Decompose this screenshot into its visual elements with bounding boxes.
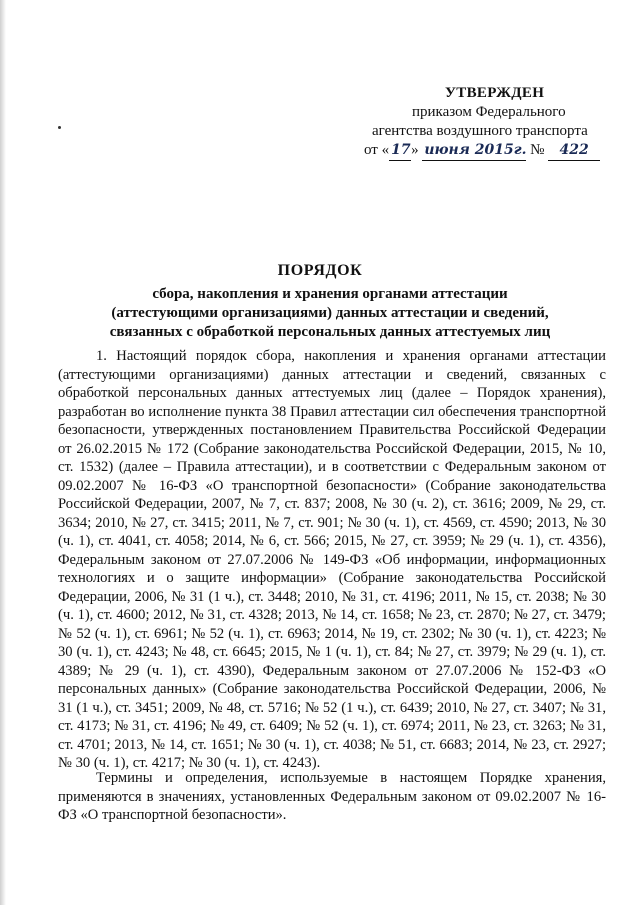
body-paragraph: 1. Настоящий порядок сбора, накопления и хранения органами аттестации (аттестующими организациями) данных аттестации и сведений, связанных с обработкой персональных данных аттестуемых лиц (далее – Порядок хранения), разработан во исполнение пункта 38 Правил аттестации сил обеспечения транспортной безопасности, утвержденных постановлением Правительства Российской Федерации от 26.02.2015 № 172 (Собрание законодательства Российской Федерации, 2015, № 10, ст. 1532) (далее – Правила аттестации), и в соответствии с Федеральным законом от 09.02.2007 № 16-ФЗ «О транспортной безопасности» (Собрание законодательства Российской Федерации, 2007, № 7, ст. 837; 2008, № 30 (ч. 2), ст. 3616; 2009, № 29, ст. 3634; 2010, № 27, ст. 3415; 2011, № 7, ст. 901; № 30 (ч. 1), ст. 4569, ст. 4590; 2013, № 30 (ч. 1), ст. 4041, ст. 4058; 2014, № 6, ст. 566; 2015, № 27, ст. 3959; № 29 (ч. 1), ст. 4356), Федеральным законом от 27.07.2006 № 149-ФЗ «Об информации, информационных технологиях и о защите информации» (Собрание законодательства Российской Федерации, 2006, № 31 (1 ч.), ст. 3448; 2010, № 31, ст. 4196; 2011, № 15, ст. 2038; № 30 (ч. 1), ст. 4600; 2012, № 31, ст. 4328; 2013, № 14, ст. 1658; № 23, ст. 2870; № 27, ст. 3479; № 52 (ч. 1), ст. 6961; № 52 (ч. 1), ст. 6963; 2014, № 19, ст. 2302; № 30 (ч. 1), ст. 4223; № 30 (ч. 1), ст. 4243; № 48, ст. 6645; 2015, № 1 (ч. 1), ст. 84; № 27, ст. 3979; № 29 (ч. 1), ст. 4389; № 29 (ч. 1), ст. 4390), Федеральным законом от 27.07.2006 № 152-ФЗ «О персональных данных» (Собрание законодательства Российской Федерации, 2006, № 31 (1 ч.), ст. 3451; 2009, № 48, ст. 5716; № 52 (1 ч.), ст. 6439; 2010, № 27, ст. 3407; № 31, ст. 4173; № 31, ст. 4196; № 49, ст. 6409; № 52 (ч. 1), ст. 6974; 2011, № 23, ст. 3263; № 31, ст. 4701; 2013, № 14, ст. 1651; № 30 (ч. 1), ст. 4038; № 51, ст. 6683; 2014, № 23, ст. 2927; № 30 (ч. 1), ст. 4217; № 30 (ч. 1), ст. 4243).	[58, 348, 606, 771]
approval-block	[360, 84, 622, 161]
handwritten-month-year: июня 2015г.	[422, 141, 526, 161]
body-section-1	[58, 347, 606, 773]
body-paragraph: Термины и определения, используемые в настоящем Порядке хранения, применяются в значениях, установленных Федеральным законом от 09.02.2007 № 16-ФЗ «О транспортной безопасности».	[58, 770, 606, 823]
scan-speck	[58, 126, 61, 129]
number-label: №	[530, 142, 545, 158]
approval-order-line: приказом Федерального	[412, 104, 566, 120]
approval-agency-line: агентства воздушного транспорта	[372, 123, 588, 139]
handwritten-order-number: 422	[548, 141, 600, 161]
date-quote-close: »	[411, 142, 419, 158]
body-section-2	[58, 769, 606, 825]
date-prefix: от «	[364, 142, 390, 158]
document-subtitle	[80, 285, 580, 342]
approval-date-line	[364, 141, 626, 161]
subtitle-line: (аттестующими организациями) данных аттестации и сведений,	[111, 305, 549, 321]
handwritten-day: 17	[389, 141, 411, 161]
approval-title: УТВЕРЖДЕН	[445, 85, 545, 101]
subtitle-line: связанных с обработкой персональных данных аттестуемых лиц	[109, 324, 551, 340]
subtitle-line: сбора, накопления и хранения органами аттестации	[152, 286, 508, 302]
document-title: ПОРЯДОК	[277, 262, 363, 279]
